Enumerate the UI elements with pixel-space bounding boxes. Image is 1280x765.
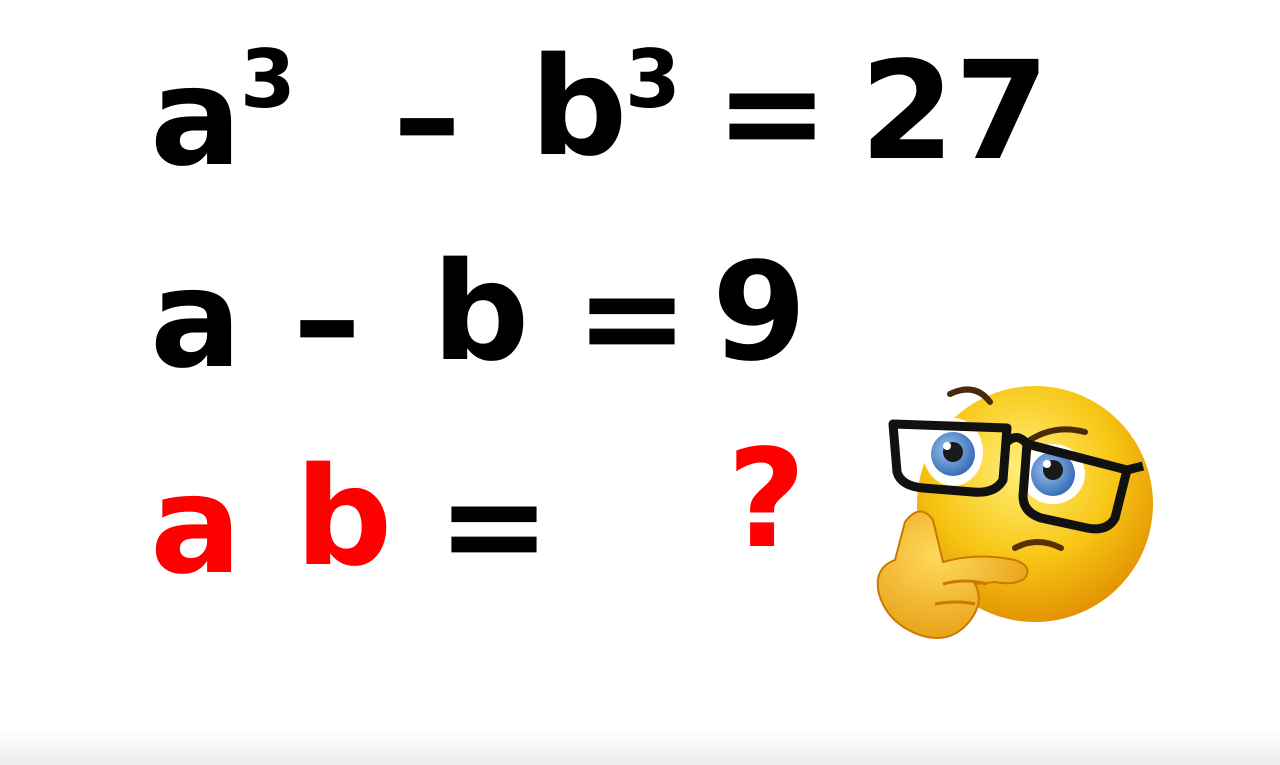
eq3-term2: b — [295, 439, 393, 597]
eq2-result: 9 — [712, 234, 807, 392]
eq1-term2-exponent: 3 — [625, 33, 681, 126]
eq3-equals: = — [437, 447, 551, 605]
eq2-term1: a — [150, 241, 242, 399]
eq1-minus: – — [393, 39, 461, 197]
eq1-equals: = — [715, 34, 829, 192]
eq1-result: 27 — [860, 33, 1050, 191]
eq1-term2-base: b — [530, 29, 628, 187]
eq2-term2: b — [432, 234, 530, 392]
eq2-equals: = — [575, 239, 689, 397]
eq3-question-mark: ? — [727, 421, 806, 579]
thinking-face-with-glasses-icon — [865, 372, 1165, 657]
bottom-edge-shade — [0, 731, 1280, 765]
eq2-minus: – — [293, 241, 361, 399]
eq1-term1-base: a — [150, 39, 242, 197]
eq3-term1: a — [150, 447, 242, 605]
eq1-term1-exponent: 3 — [240, 33, 296, 126]
